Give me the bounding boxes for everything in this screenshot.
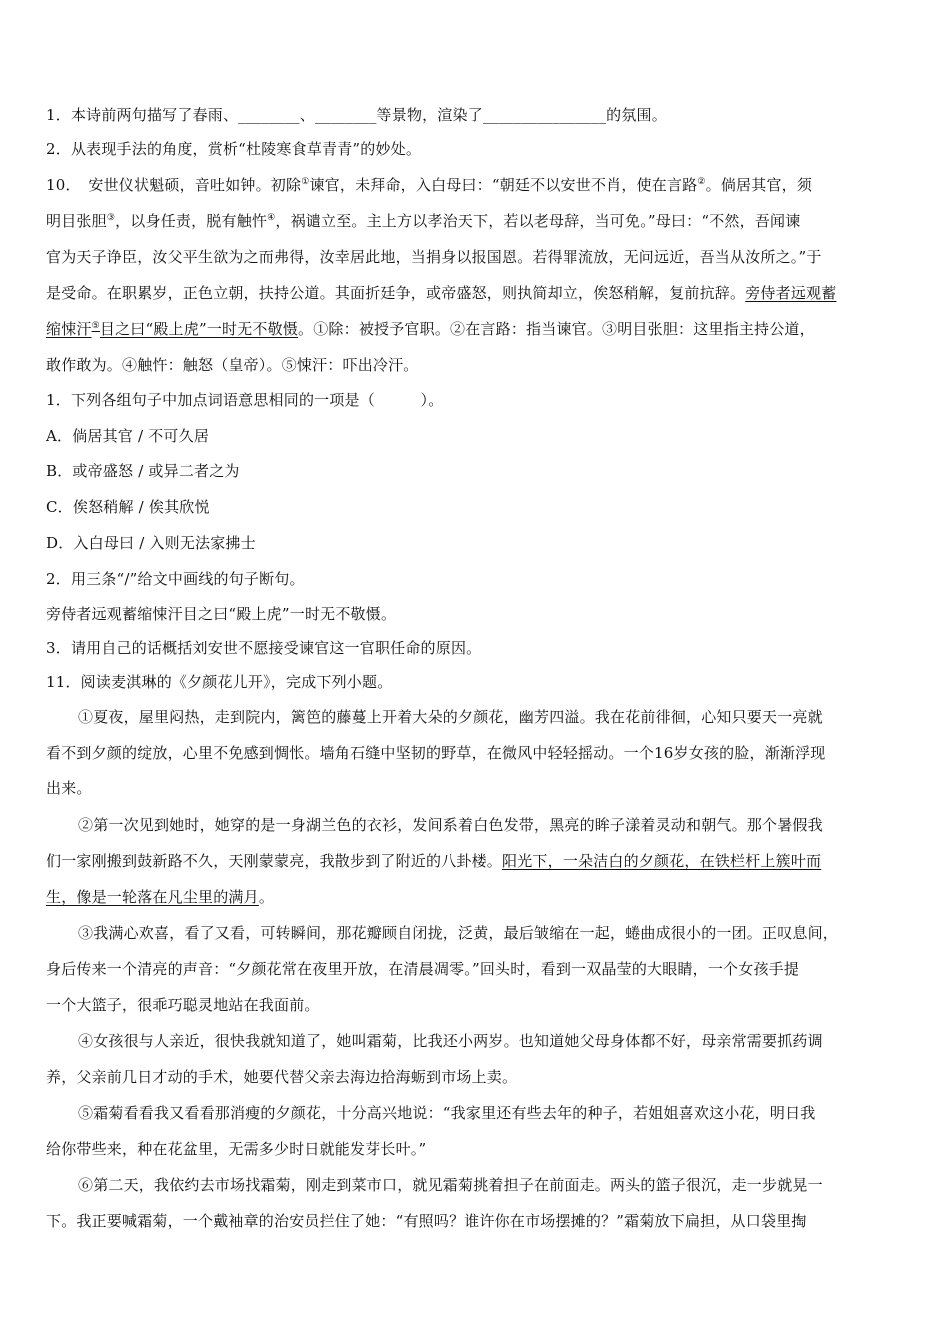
para-4-line-1: ④女孩很与人亲近，很快我就知道了，她叫霜菊，比我还小两岁。也知道她父母身体都不好，母亲常需要抓药调 — [78, 1032, 823, 1050]
para-1-line-2: 看不到夕颜的绽放，心里不免感到惆怅。墙角石缝中坚韧的野草，在微风中轻轻摇动。一个16岁女孩的脸，渐渐浮现 — [46, 744, 826, 762]
passage-10-line-5: 缩悚汗⑤目之曰“殿上虎”一时无不敬慑。①除：被授予官职。②在言路：指当谏官。③明目张胆：这里指主持公道， — [46, 320, 815, 338]
para-1-line-1: ①夏夜，屋里闷热，走到院内，篱笆的藤蔓上开着大朵的夕颜花，幽芳四溢。我在花前徘徊，心知只要天一亮就 — [78, 708, 823, 726]
sentence-to-punctuate: 旁侍者远观蓄缩悚汗目之曰“殿上虎”一时无不敬慑。 — [46, 605, 397, 623]
para-2-line-1: ②第一次见到她时，她穿的是一身湖兰色的衣衫，发间系着白色发带，黑亮的眸子漾着灵动和朝气。那个暑假我 — [78, 816, 823, 834]
para-6-line-2: 下。我正要喊霜菊，一个戴袖章的治安员拦住了她：“有照吗？谁许你在市场摆摊的？”霜菊放下扁担，从口袋里掏 — [46, 1212, 807, 1230]
question-2: 2．用三条“/”给文中画线的句子断句。 — [46, 570, 305, 588]
para-3-line-2: 身后传来一个清亮的声音：“夕颜花常在夜里开放，在清晨凋零。”回头时，看到一双晶莹的大眼睛，一个女孩手提 — [46, 960, 800, 978]
passage-10-line-2: 明目张胆③，以身任责，脱有触忤④，祸谴立至。主上方以孝治天下，若以老母辞，当可免。”母曰：“不然，吾闻谏 — [46, 212, 801, 230]
footnote-mark: ③ — [106, 213, 116, 223]
footnote-mark: ④ — [267, 213, 276, 223]
para-3-line-3: 一个大篮子，很乖巧聪灵地站在我面前。 — [46, 996, 320, 1014]
question-11: 11．阅读麦淇琳的《夕颜花儿开》，完成下列小题。 — [46, 673, 393, 691]
passage-10-line-4: 是受命。在职累岁，正色立朝，扶持公道。其面折廷争，或帝盛怒，则执简却立，俟怒稍解，复前抗辞。旁侍者远观蓄 — [46, 284, 837, 302]
underlined-sentence: 阳光下，一朵洁白的夕颜花，在铁栏杆上簇叶而 — [502, 852, 822, 870]
para-2-line-3: 生，像是一轮落在凡尘里的满月。 — [46, 888, 275, 906]
underlined-sentence: 生，像是一轮落在凡尘里的满月 — [46, 888, 259, 906]
option-c: C．俟怒稍解 / 俟其欣悦 — [46, 498, 210, 516]
option-a: A．倘居其官 / 不可久居 — [46, 427, 210, 445]
question-3: 3．请用自己的话概括刘安世不愿接受谏官这一官职任命的原因。 — [46, 639, 482, 657]
option-d: D．入白母曰 / 入则无法家拂士 — [46, 534, 256, 552]
option-b: B．或帝盛怒 / 或异二者之为 — [46, 462, 240, 480]
underlined-sentence: 目之曰“殿上虎”一时无不敬慑 — [99, 320, 299, 338]
passage-10-line-1: 10． 安世仪状魁硕，音吐如钟。初除①谏官，未拜命，入白母曰：“朝廷不以安世不肖，使在言路②。倘居其官，须 — [46, 176, 813, 194]
underlined-sentence: 旁侍者远观蓄 — [745, 284, 837, 302]
q2-appreciate: 2．从表现手法的角度，赏析“杜陵寒食草青青”的妙处。 — [46, 140, 422, 158]
footnote-mark: ② — [697, 177, 706, 187]
para-4-line-2: 养，父亲前几日才动的手术，她要代替父亲去海边拾海蛎到市场上卖。 — [46, 1068, 518, 1086]
para-3-line-1: ③我满心欢喜，看了又看，可转瞬间，那花瓣顾自闭拢，泛黄，最后皱缩在一起，蜷曲成很小的一团。正叹息间， — [78, 924, 839, 942]
para-2-line-2: 们一家刚搬到鼓新路不久，天刚蒙蒙亮，我散步到了附近的八卦楼。阳光下，一朵洁白的夕颜花，在铁栏杆上簇叶而 — [46, 852, 822, 870]
para-6-line-1: ⑥第二天，我依约去市场找霜菊，刚走到菜市口，就见霜菊挑着担子在前面走。两头的篮子很沉，走一步就晃一 — [78, 1176, 823, 1194]
footnote-mark: ① — [301, 177, 310, 187]
para-1-line-3: 出来。 — [46, 779, 92, 797]
q1-blanks: 1．本诗前两句描写了春雨、________、________等景物，渲染了________________的氛围。 — [46, 106, 667, 124]
para-5-line-2: 给你带些来，种在花盆里，无需多少时日就能发芽长叶。” — [46, 1140, 427, 1158]
footnote-line: 敢作敢为。④触忤：触怒（皇帝）。⑤悚汗：吓出冷汗。 — [46, 356, 419, 374]
para-5-line-1: ⑤霜菊看看我又看看那消瘦的夕颜花，十分高兴地说：“我家里还有些去年的种子，若姐姐喜欢这小花，明日我 — [78, 1104, 816, 1122]
underlined-sentence: 缩悚汗 — [46, 320, 92, 338]
passage-10-line-3: 官为天子诤臣，汝父平生欲为之而弗得，汝幸居此地，当捐身以报国恩。若得罪流放，无问远近，吾当从汝所之。”于 — [46, 248, 822, 266]
footnote-mark: ⑤ — [91, 321, 100, 331]
question-1: 1．下列各组句子中加点词语意思相同的一项是（ ）。 — [46, 391, 444, 409]
